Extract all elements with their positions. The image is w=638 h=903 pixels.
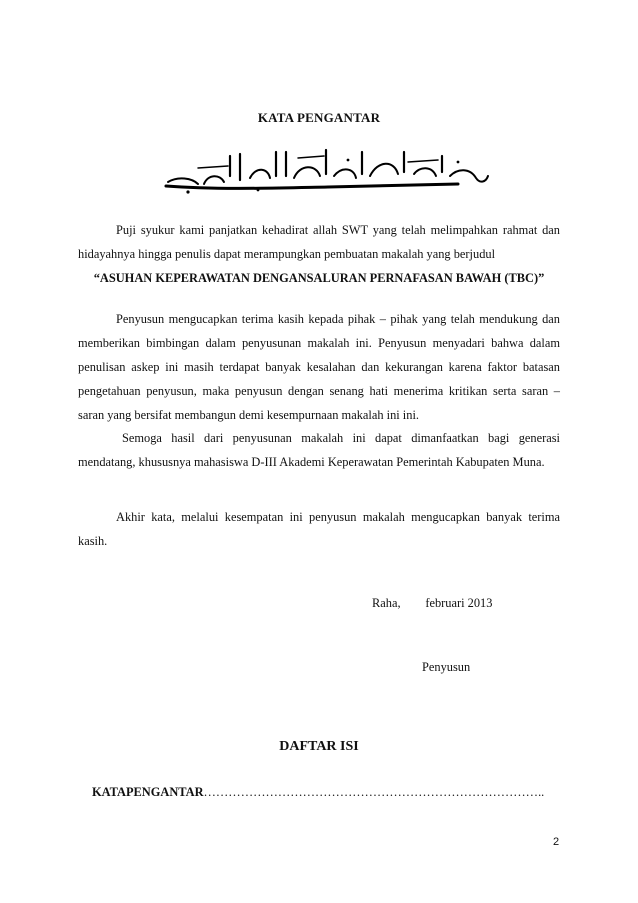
paragraph-thanks <box>78 307 560 427</box>
bismillah-calligraphy-icon <box>158 146 494 196</box>
toc-item-kata-pengantar <box>92 785 545 800</box>
page-number: 2 <box>553 836 560 848</box>
page-title: KATA PENGANTAR <box>257 110 381 125</box>
paragraph-hope <box>78 426 560 474</box>
author-signature: Penyusun <box>422 660 471 674</box>
place-date: Raha, februari 2013 <box>372 596 493 610</box>
makalah-title: “ASUHAN KEPERAWATAN DENGANSALURAN PERNAFASAN BAWAH (TBC)” <box>93 271 545 285</box>
paragraph-intro <box>78 218 560 266</box>
paragraph-intro-text: Puji syukur kami panjatkan kehadirat allah SWT yang telah melimpahkan rahmat dan hidayahnya hingga penulis dapat merampungkan pembuatan makalah yang berjudul <box>78 223 560 261</box>
paragraph-closing <box>78 505 560 553</box>
toc-item-label: KATAPENGANTAR <box>92 785 204 799</box>
paragraph-closing-text: Akhir kata, melalui kesempatan ini penyusun makalah mengucapkan banyak terima kasih. <box>78 510 560 548</box>
toc-title: DAFTAR ISI <box>279 739 359 754</box>
toc-item-dots: ……………………………………………………………………….. <box>203 785 545 799</box>
paragraph-thanks-text: Penyusun mengucapkan terima kasih kepada pihak – pihak yang telah mendukung dan memberikan bimbingan dalam penyusunan makalah ini. Penyusun menyadari bahwa dalam penulisan askep ini masih terdapat banyak kesalahan dan kekurangan karena faktor batasan pengetahuan penyusun, maka penyusun dengan senang hati menerima kritikan serta saran – saran yang bersifat membangun demi kesempurnaan makalah ini ini. <box>78 312 560 422</box>
paragraph-hope-text: Semoga hasil dari penyusunan makalah ini dapat dimanfaatkan bagi generasi mendatang, khususnya mahasiswa D-III Akademi Keperawatan Pemerintah Kabupaten Muna. <box>78 431 560 469</box>
